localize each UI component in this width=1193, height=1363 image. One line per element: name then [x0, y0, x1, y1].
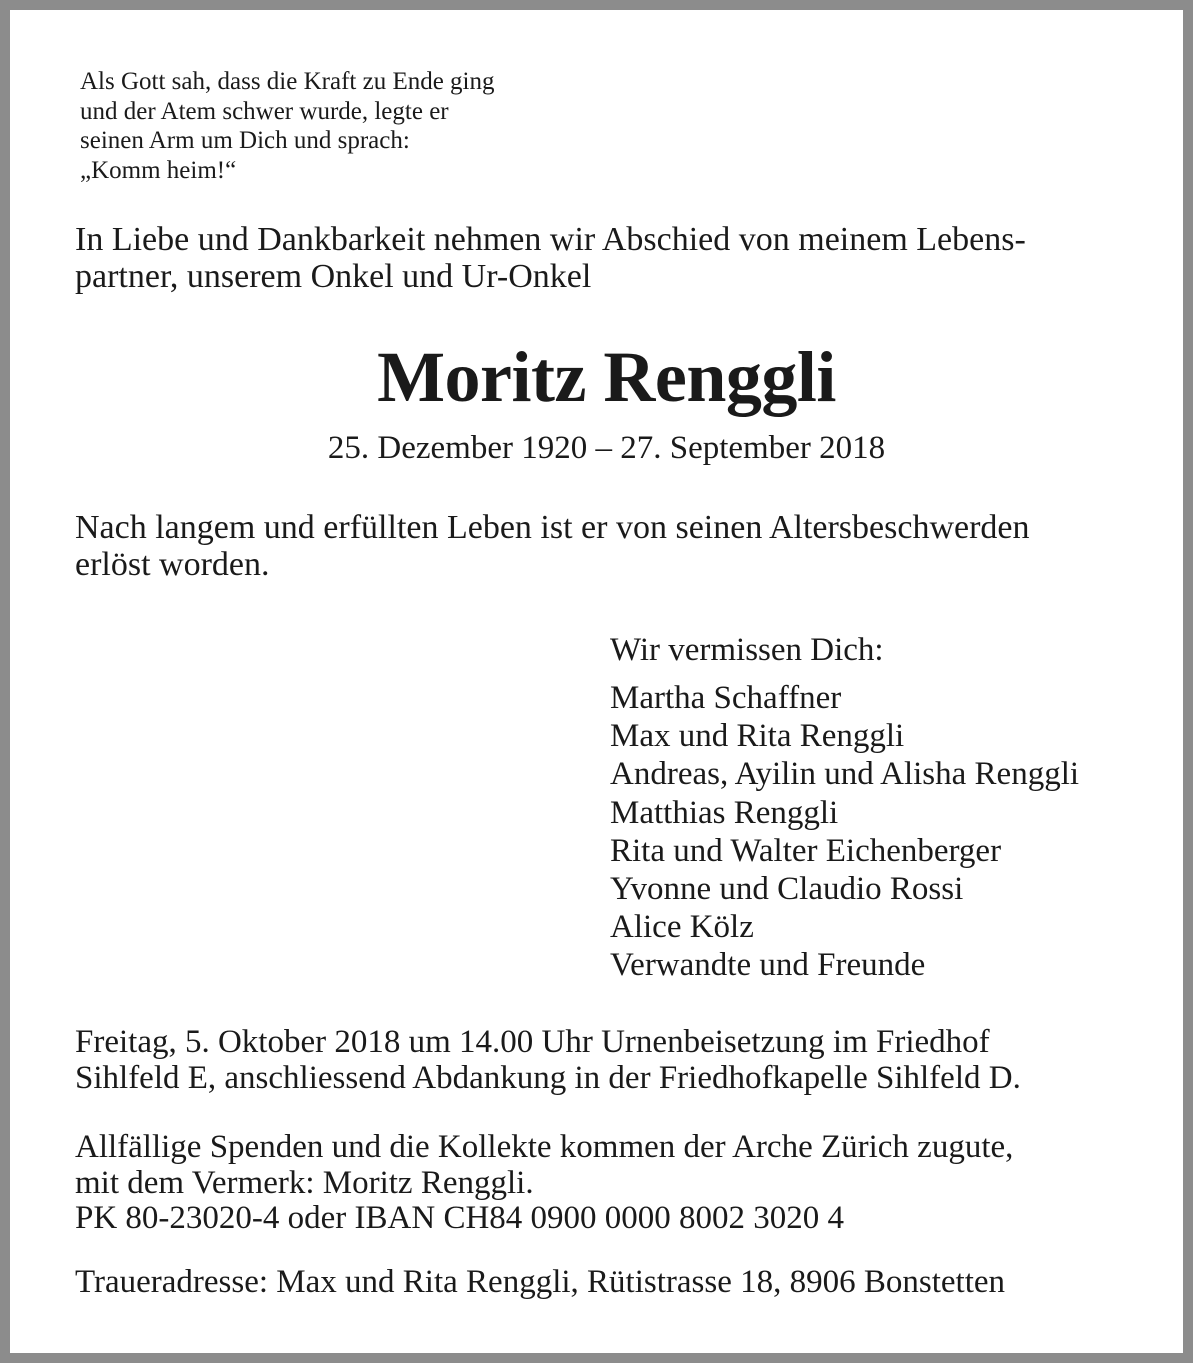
mourning-address: Traueradresse: Max und Rita Renggli, Rütistrasse 18, 8906 Bonstetten: [75, 1264, 1006, 1300]
mourners-list: [610, 679, 1079, 985]
intro-line: partner, unserem Onkel und Ur-Onkel: [75, 258, 592, 295]
mourner-name: Matthias Renggli: [610, 794, 839, 831]
life-dates: 25. Dezember 1920 – 27. September 2018: [327, 430, 886, 466]
deceased-name: Moritz Renggli: [377, 337, 836, 417]
mourner-name: Andreas, Ayilin und Alisha Renggli: [610, 756, 1080, 793]
mourner-name: Rita und Walter Eichenberger: [610, 832, 1002, 869]
memorial-verse: [80, 67, 495, 185]
verse-line: und der Atem schwer wurde, legte er: [80, 97, 449, 125]
mourner-name: Verwandte und Freunde: [610, 947, 926, 984]
mourner-name: Yvonne und Claudio Rossi: [610, 871, 964, 908]
intro-line: In Liebe und Dankbarkeit nehmen wir Abschied von meinem Lebens-: [75, 221, 1026, 258]
donation-details: [75, 1130, 1013, 1237]
service-line: Sihlfeld E, anschliessend Abdankung in der Friedhofkapelle Sihlfeld D.: [75, 1060, 1021, 1096]
donation-line: Allfällige Spenden und die Kollekte kommen der Arche Zürich zugute,: [75, 1129, 1014, 1165]
verse-line: seinen Arm um Dich und sprach:: [80, 127, 410, 154]
mourners-block: [610, 631, 1079, 985]
release-line: Nach langem und erfüllten Leben ist er von seinen Altersbeschwerden: [75, 509, 1030, 546]
mourner-name: Alice Kölz: [610, 909, 754, 946]
service-line: Freitag, 5. Oktober 2018 um 14.00 Uhr Urnenbeisetzung im Friedhof: [75, 1024, 990, 1060]
mourner-name: Martha Schaffner: [610, 680, 842, 716]
farewell-intro: [75, 221, 1155, 295]
release-statement: [75, 509, 1030, 583]
mourners-heading: Wir vermissen Dich:: [610, 632, 884, 668]
donation-bank-line: PK 80-23020-4 oder IBAN CH84 0900 0000 8002 3020 4: [75, 1200, 845, 1236]
donation-line: mit dem Vermerk: Moritz Renggli.: [75, 1164, 534, 1201]
verse-line: Als Gott sah, dass die Kraft zu Ende ging: [80, 68, 495, 95]
funeral-service-details: [75, 1024, 1021, 1096]
verse-line: „Komm heim!“: [80, 156, 237, 184]
release-line: erlöst worden.: [75, 546, 270, 583]
mourner-name: Max und Rita Renggli: [610, 718, 905, 755]
